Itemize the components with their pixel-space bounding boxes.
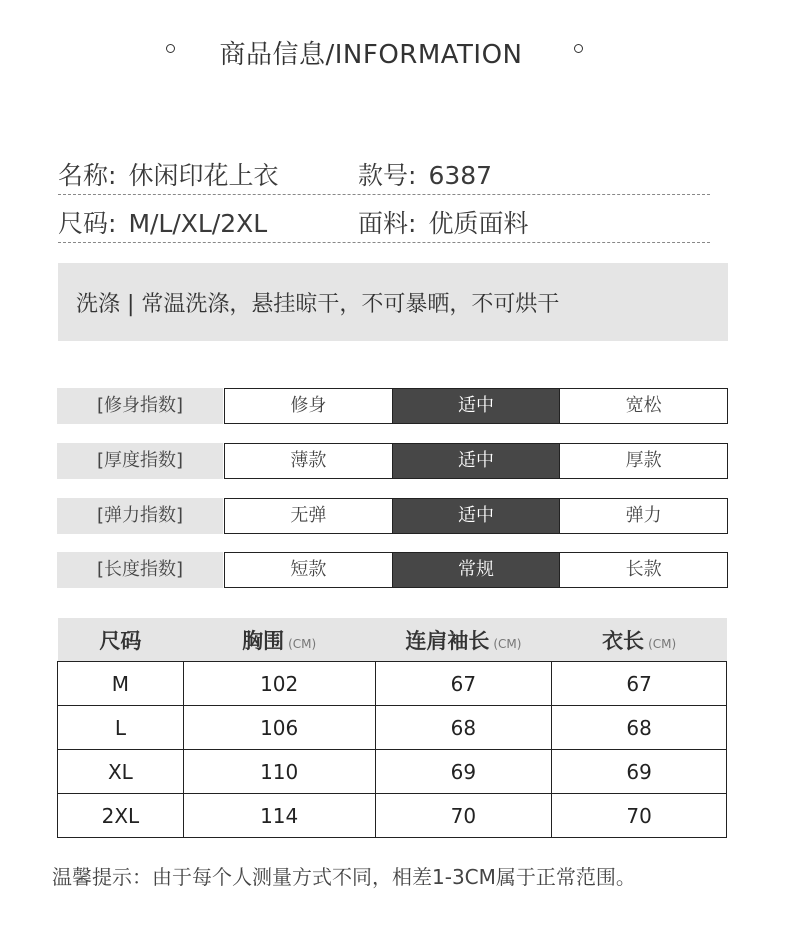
- cell-size: 2XL: [58, 794, 184, 838]
- fit-index-label: [修身指数]: [57, 388, 223, 424]
- name-field: [58, 156, 278, 192]
- cell-sleeve: 68: [375, 706, 552, 750]
- fabric-label: 面料:: [358, 209, 417, 238]
- header-sleeve-unit: (CM): [493, 636, 522, 651]
- table-row: [58, 750, 727, 794]
- title-text: 商品信息/INFORMATION: [219, 40, 523, 70]
- cell-sleeve: 70: [375, 794, 552, 838]
- cell-size: XL: [58, 750, 184, 794]
- elasticity-option-regular: 适中: [393, 499, 561, 533]
- size-table: [57, 618, 727, 838]
- cell-length: 69: [552, 750, 727, 794]
- header-chest: [183, 618, 375, 662]
- info-row-2: [58, 198, 710, 243]
- header-length: [552, 618, 727, 662]
- fit-option-regular: 适中: [393, 389, 561, 423]
- thickness-option-thin: 薄款: [225, 444, 393, 478]
- fabric-field: [358, 204, 528, 240]
- header-length-label: 衣长: [602, 628, 645, 653]
- cell-sleeve: 67: [375, 662, 552, 706]
- cell-chest: 102: [183, 662, 375, 706]
- header-length-unit: (CM): [648, 636, 677, 651]
- cell-sleeve: 69: [375, 750, 552, 794]
- table-row: [58, 794, 727, 838]
- size-label: 尺码:: [58, 209, 117, 238]
- name-label: 名称:: [58, 161, 117, 190]
- thickness-option-thick: 厚款: [625, 450, 662, 471]
- section-title: [0, 30, 790, 74]
- style-label: 款号:: [358, 161, 417, 190]
- length-index-label: [长度指数]: [57, 552, 223, 588]
- header-chest-unit: (CM): [288, 636, 317, 651]
- name-value: 休闲印花上衣: [128, 161, 279, 190]
- length-index-options: [224, 552, 728, 588]
- fit-index-row: [57, 388, 728, 424]
- thickness-index-label: [厚度指数]: [57, 443, 223, 479]
- fit-index-options: [224, 388, 728, 424]
- header-size: [58, 618, 184, 662]
- fabric-value: 优质面料: [428, 209, 529, 238]
- cell-length: 68: [552, 706, 727, 750]
- size-value: M/L/XL/2XL: [128, 209, 268, 238]
- header-sleeve-label: 连肩袖长: [405, 628, 490, 653]
- header-sleeve: [375, 618, 552, 662]
- elasticity-option-none: 无弹: [225, 499, 393, 533]
- size-table-header: [58, 618, 727, 662]
- measurement-tip: 温馨提示：由于每个人测量方式不同，相差1-3CM属于正常范围。: [52, 865, 636, 889]
- cell-length: 70: [552, 794, 727, 838]
- cell-length: 67: [552, 662, 727, 706]
- info-row-1: [58, 150, 710, 195]
- length-option-short: 短款: [225, 553, 393, 587]
- thickness-index-options: [224, 443, 728, 479]
- wash-text: 洗涤 | 常温洗涤，悬挂晾干，不可暴晒，不可烘干: [76, 292, 560, 317]
- size-field: [58, 204, 267, 240]
- elasticity-index-row: [57, 498, 728, 534]
- header-chest-label: 胸围: [242, 628, 285, 653]
- fit-option-slim: 修身: [225, 389, 393, 423]
- style-value: 6387: [428, 161, 493, 190]
- length-option-long: 长款: [625, 559, 662, 580]
- wash-instructions: [58, 263, 728, 341]
- elasticity-index-options: [224, 498, 728, 534]
- table-row: [58, 662, 727, 706]
- thickness-index-row: [57, 443, 728, 479]
- cell-size: M: [58, 662, 184, 706]
- style-field: [358, 156, 492, 192]
- elasticity-option-stretch: 弹力: [625, 505, 662, 526]
- table-row: [58, 706, 727, 750]
- cell-chest: 110: [183, 750, 375, 794]
- right-dot-icon: [574, 44, 583, 53]
- cell-chest: 106: [183, 706, 375, 750]
- length-index-row: [57, 552, 728, 588]
- fit-option-loose: 宽松: [625, 395, 662, 416]
- cell-size: L: [58, 706, 184, 750]
- cell-chest: 114: [183, 794, 375, 838]
- elasticity-index-label: [弹力指数]: [57, 498, 223, 534]
- length-option-regular: 常规: [393, 553, 561, 587]
- thickness-option-regular: 适中: [393, 444, 561, 478]
- header-size-label: 尺码: [99, 628, 142, 653]
